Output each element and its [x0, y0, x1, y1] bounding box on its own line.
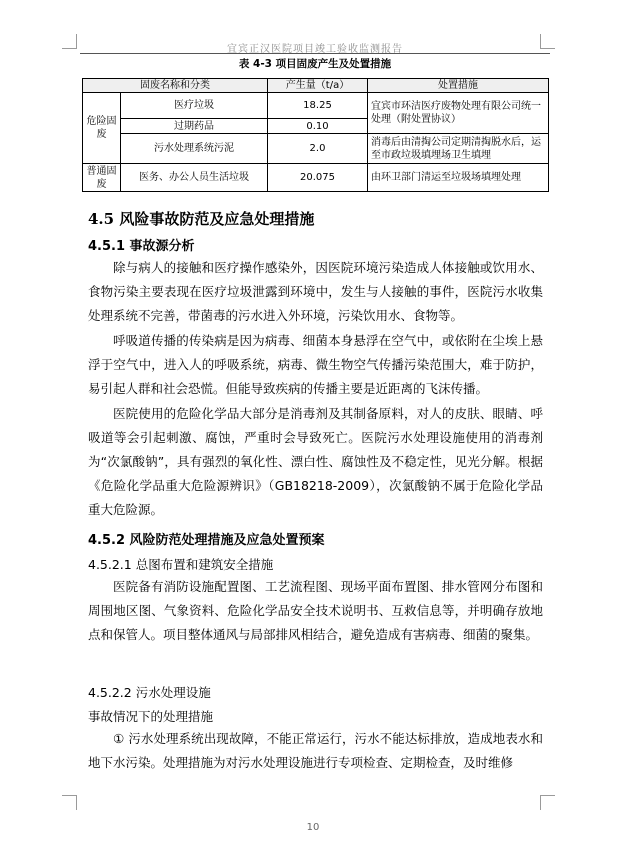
waste-amount: 18.25 [268, 93, 368, 119]
section-heading-4-5-2-1: 4.5.2.1 总图布置和建筑安全措施 [88, 557, 274, 572]
waste-amount: 2.0 [268, 134, 368, 164]
waste-measure: 由环卫部门清运至垃圾场填埋处理 [368, 164, 549, 192]
subsection-label: 事故情况下的处理措施 [88, 709, 214, 724]
waste-name: 污水处理系统污泥 [121, 134, 268, 164]
table-header-row [83, 79, 549, 93]
paragraph: 医院使用的危险化学品大部分是消毒剂及其制备原料，对人的皮肤、眼睛、呼吸道等会引起刺激、腐蚀，严重时会导致死亡。医院污水处理设施使用的消毒剂为“次氯酸钠”，具有强烈的氧化性、漂白性、腐蚀性及不稳定性，见光分解。根据《危险化学品重大危险源辨识》（GB18218-2009），次氯酸钠不属于危险化学品重大危险源。 [88, 406, 543, 517]
waste-name: 医务、办公人员生活垃圾 [121, 164, 268, 192]
table-row [83, 134, 549, 164]
header-rule [80, 53, 550, 54]
table-row [83, 93, 549, 119]
solid-waste-table [82, 78, 549, 192]
paragraph: 医院备有消防设施配置图、工艺流程图、现场平面布置图、排水管网分布图和周围地区图、气象资料、危险化学品安全技术说明书、互救信息等，并明确存放地点和保管人。项目整体通风与局部排风相结合，避免造成有害病毒、细菌的聚集。 [88, 579, 543, 642]
waste-measure: 消毒后由清掏公司定期清掏脱水后，运至市政垃圾填埋场卫生填埋 [368, 134, 549, 164]
page-number: 10 [306, 822, 320, 833]
crop-mark-bottom-left [62, 795, 77, 810]
waste-measure: 宜宾市环洁医疗废物处理有限公司统一处理（附处置协议） [368, 93, 549, 134]
section-heading-4-5-2-2: 4.5.2.2 污水处理设施 [88, 685, 211, 700]
paragraph: ① 污水处理系统出现故障，不能正常运行，污水不能达标排放，造成地表水和地下水污染。处理措施为对污水处理设施进行专项检查、定期检查，及时维修 [88, 731, 543, 770]
header-measure: 处置措施 [368, 79, 549, 93]
section-heading-4-5: 4.5 风险事故防范及应急处理措施 [88, 210, 315, 228]
category-hazardous: 危险固废 [83, 93, 121, 164]
paragraph: 除与病人的接触和医疗操作感染外，因医院环境污染造成人体接触或饮用水、食物污染主要表现在医疗垃圾泄露到环境中，发生与人接触的事件，医院污水收集处理系统不完善，带菌毒的污水进入外环境，污染饮用水、食物等。 [88, 260, 543, 323]
section-heading-4-5-1: 4.5.1 事故源分析 [88, 239, 195, 254]
section-heading-4-5-2: 4.5.2 风险防范处理措施及应急处置预案 [88, 533, 325, 548]
table-row [83, 164, 549, 192]
waste-amount: 20.075 [268, 164, 368, 192]
waste-amount: 0.10 [268, 119, 368, 134]
crop-mark-top-left [62, 34, 77, 49]
running-header: 宜宾正汉医院项目竣工验收监测报告 [227, 44, 403, 55]
table-caption: 表 4-3 项目固废产生及处置措施 [238, 58, 392, 70]
waste-name: 医疗垃圾 [121, 93, 268, 119]
waste-name: 过期药品 [121, 119, 268, 134]
crop-mark-bottom-right [540, 795, 555, 810]
category-ordinary: 普通固废 [83, 164, 121, 192]
header-amount: 产生量（t/a） [268, 79, 368, 93]
header-waste-name: 固废名称和分类 [83, 79, 268, 93]
paragraph: 呼吸道传播的传染病是因为病毒、细菌本身悬浮在空气中，或依附在尘埃上悬浮于空气中，进入人的呼吸系统，病毒、微生物空气传播污染范围大，难于防护，易引起人群和社会恐慌。但能导致疾病的传播主要是近距离的飞沫传播。 [88, 333, 543, 396]
